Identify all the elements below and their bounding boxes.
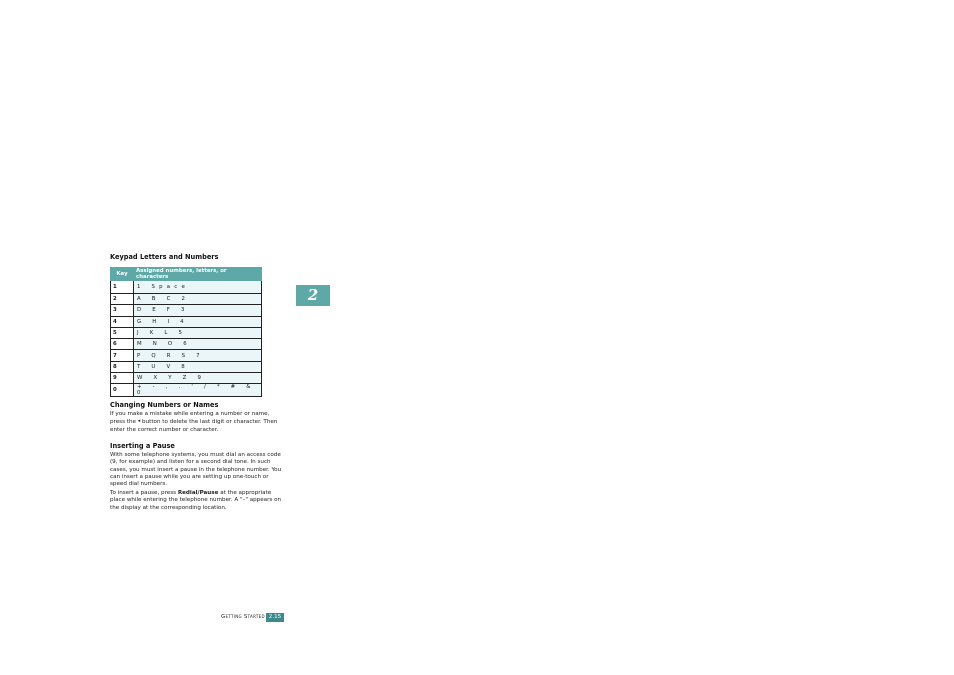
- redial-pause-label: Redial/Pause: [177, 490, 219, 496]
- pause-text-suffix: at the appropriate place while entering the telephone number. A "–" appears on the display at the corresponding location.: [110, 490, 282, 511]
- table-row: [111, 316, 262, 327]
- footer-chapter-label: Getting Started: [221, 614, 265, 620]
- characters-cell: 1 Space: [134, 281, 262, 294]
- column-header-key: Key: [111, 268, 134, 281]
- table-row: [111, 305, 262, 316]
- characters-cell: J K L 5: [134, 327, 262, 338]
- keypad-table: [110, 267, 262, 397]
- characters-cell: W X Y Z 9: [134, 373, 262, 384]
- key-cell: 5: [111, 327, 134, 338]
- table-row: [111, 373, 262, 384]
- back-arrow-icon: ◂: [137, 418, 141, 425]
- key-cell: 8: [111, 361, 134, 372]
- table-row: [111, 281, 262, 294]
- pause-text-prefix: To insert a pause, press: [110, 490, 177, 496]
- paragraph-changing: [110, 411, 286, 434]
- key-cell: 1: [111, 281, 134, 294]
- characters-cell: M N O 6: [134, 339, 262, 350]
- table-header-row: [111, 268, 262, 281]
- table-row: [111, 339, 262, 350]
- table-row: [111, 294, 262, 305]
- key-cell: 4: [111, 316, 134, 327]
- characters-cell: D E F 3: [134, 305, 262, 316]
- key-cell: 2: [111, 294, 134, 305]
- key-cell: 6: [111, 339, 134, 350]
- characters-cell: T U V 8: [134, 361, 262, 372]
- section-heading-changing: Changing Numbers or Names: [110, 401, 219, 409]
- footer-page-number: 2.15: [266, 613, 284, 622]
- table-row: [111, 384, 262, 397]
- column-header-characters: Assigned numbers, letters, or characters: [134, 268, 262, 281]
- chapter-tab: 2: [296, 285, 330, 306]
- key-cell: 0: [111, 384, 134, 397]
- changing-text-after: button to delete the last digit or character. Then enter the correct number or character.: [110, 419, 278, 433]
- characters-cell: P Q R S 7: [134, 350, 262, 361]
- key-cell: 3: [111, 305, 134, 316]
- paragraph-pause-2: [110, 490, 286, 512]
- table-row: [111, 327, 262, 338]
- key-cell: 9: [111, 373, 134, 384]
- characters-cell: A B C 2: [134, 294, 262, 305]
- table-row: [111, 350, 262, 361]
- section-heading-pause: Inserting a Pause: [110, 442, 175, 450]
- table-row: [111, 361, 262, 372]
- section-heading-keypad: Keypad Letters and Numbers: [110, 253, 219, 261]
- characters-cell: + - , . ' / * # & 0: [134, 384, 262, 397]
- characters-cell: G H I 4: [134, 316, 262, 327]
- paragraph-pause-1: With some telephone systems, you must dial an access code (9, for example) and listen for a second dial tone. In such cases, you must insert a pause in the telephone number. You can insert a pause while you are setting up one-touch or speed dial numbers.: [110, 452, 282, 488]
- changing-text-before: If you make a mistake while entering a number or name, press the: [110, 411, 270, 426]
- key-cell: 7: [111, 350, 134, 361]
